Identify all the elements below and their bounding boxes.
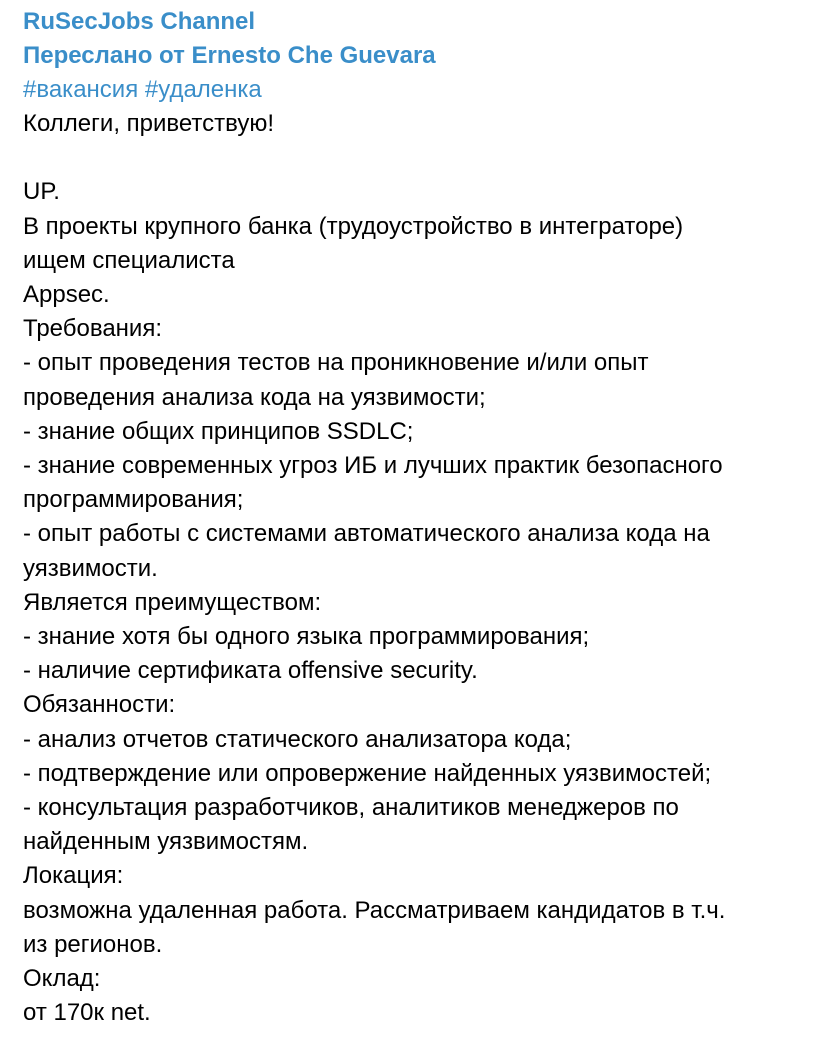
message-line: Коллеги, приветствую! (23, 110, 275, 137)
message-line: уязвимости. (23, 554, 158, 582)
message-line: - знание современных угроз ИБ и лучших практик безопасного (23, 452, 723, 480)
forwarded-author-link[interactable]: Ernesto Che Guevara (191, 42, 436, 69)
hashtag-list (23, 73, 820, 107)
message-line: Обязанности: (23, 691, 176, 719)
message-line: Локация: (23, 862, 124, 890)
hashtag-remote-link[interactable]: #удаленка (144, 76, 262, 103)
message-line (23, 141, 820, 175)
forwarded-from-line (23, 39, 820, 73)
message-header (23, 5, 820, 107)
message-line: Appsec. (23, 281, 110, 308)
hashtag-vacancy-link[interactable]: #вакансия (23, 76, 139, 103)
message-line: - наличие сертификата offensive security. (23, 657, 478, 685)
message-line: программирования; (23, 486, 244, 514)
message-line: от 170к net. (23, 999, 151, 1027)
forwarded-prefix: Переслано от (23, 42, 192, 69)
message-line: найденным уязвимостям. (23, 828, 309, 856)
message-line: - знание общих принципов SSDLC; (23, 417, 414, 445)
message-line: - анализ отчетов статического анализатора кода; (23, 725, 572, 753)
message-line: - опыт проведения тестов на проникновение и/или опыт (23, 349, 649, 377)
message-line: В проекты крупного банка (трудоустройство в интеграторе) (23, 212, 684, 240)
channel-name-link[interactable]: RuSecJobs Channel (23, 8, 256, 35)
message-body (23, 107, 820, 1030)
message-line: Требования: (23, 315, 162, 343)
message-line: UP. (23, 178, 60, 206)
message-line: - консультация разработчиков, аналитиков менеджеров по (23, 794, 679, 822)
message-line: - подтверждение или опровержение найденных уязвимостей; (23, 759, 712, 787)
message-line: - опыт работы с системами автоматического анализа кода на (23, 520, 710, 548)
message-line: ищем специалиста (23, 246, 235, 274)
message-line: проведения анализа кода на уязвимости; (23, 383, 486, 411)
message-line: возможна удаленная работа. Рассматриваем кандидатов в т.ч. (23, 896, 726, 924)
message-line: - знание хотя бы одного языка программирования; (23, 623, 590, 651)
message-line: из регионов. (23, 930, 163, 958)
message-line: Является преимуществом: (23, 588, 322, 616)
message-line: Оклад: (23, 965, 101, 993)
